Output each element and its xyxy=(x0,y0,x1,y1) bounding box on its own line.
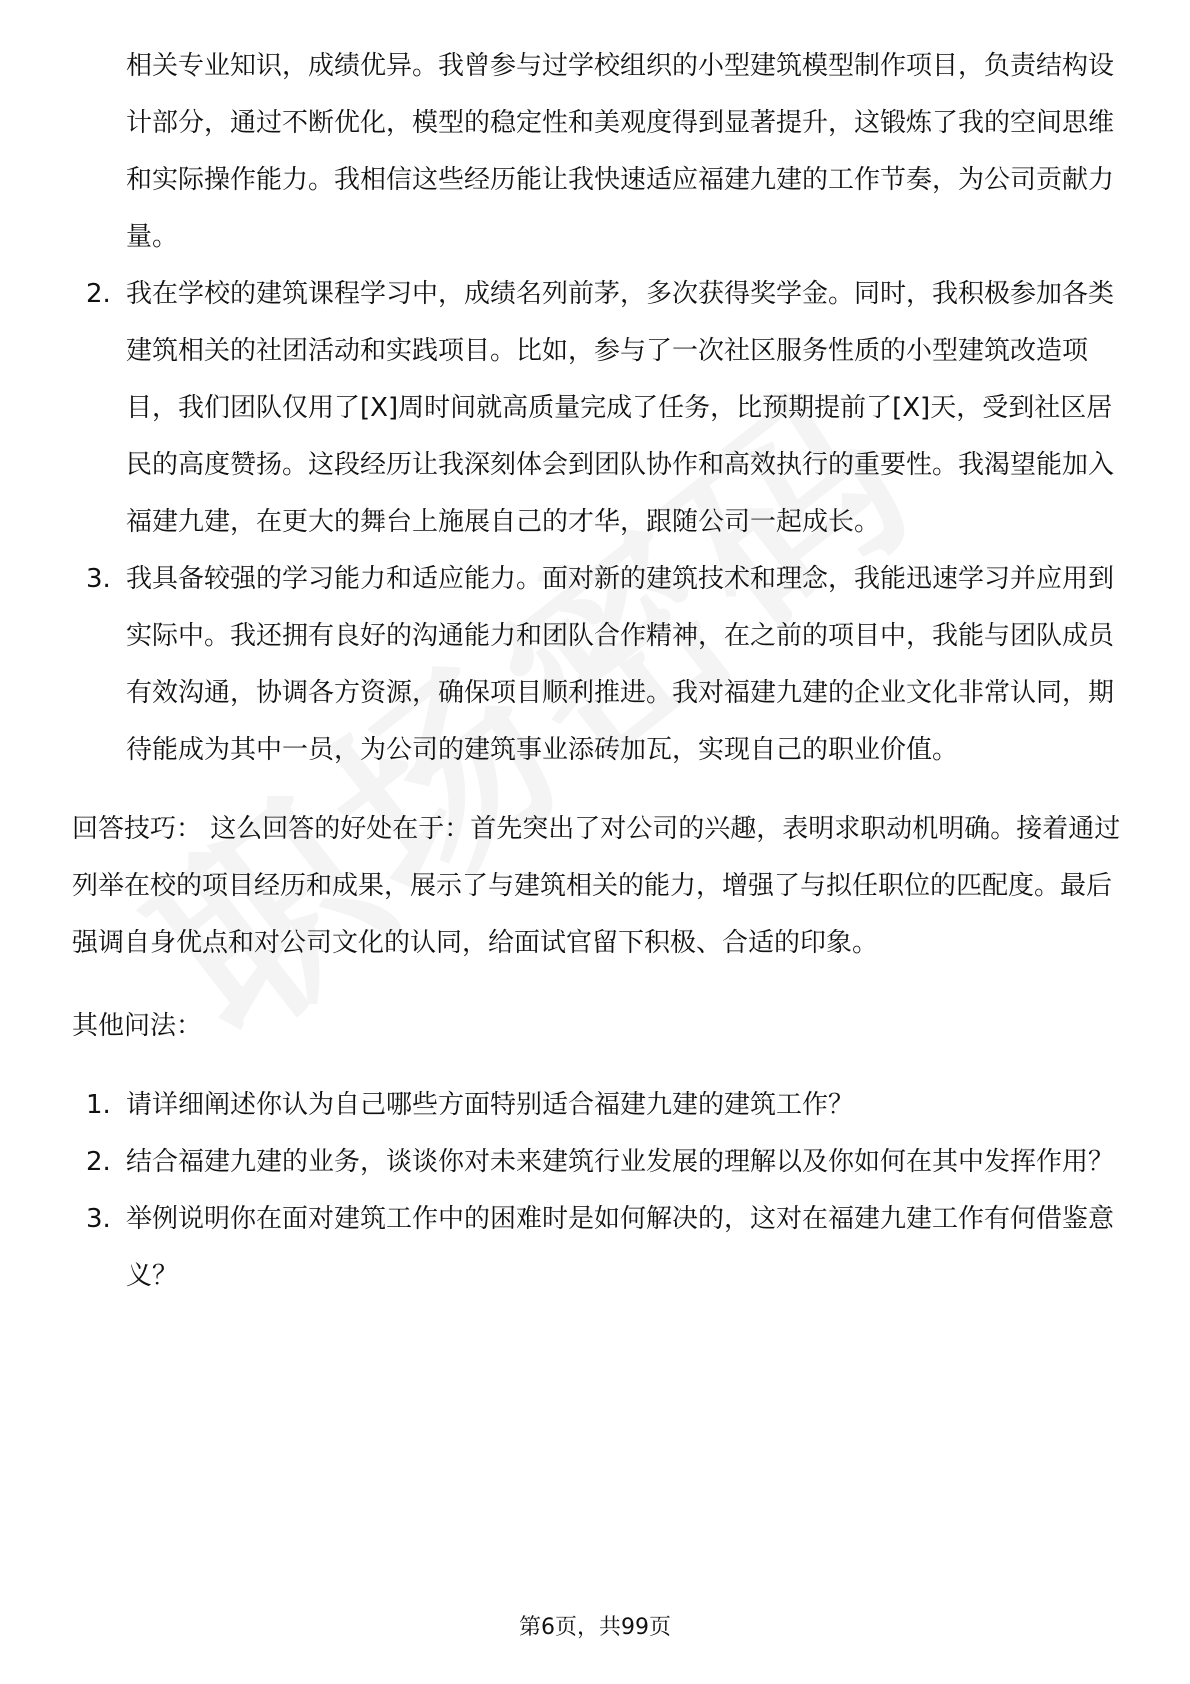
answer-tips: 回答技巧： 这么回答的好处在于：首先突出了对公司的兴趣，表明求职动机明确。接着通过列举在校的项目经历和成果，展示了与建筑相关的能力，增强了与拟任职位的匹配度。最后强调自身优点和对公司文化的认同，给面试官留下积极、合适的印象。 xyxy=(72,814,1121,958)
list-item xyxy=(72,551,1122,779)
list-item xyxy=(72,1077,1122,1134)
page-content xyxy=(72,38,1122,1305)
list-item-text: 举例说明你在面对建筑工作中的困难时是如何解决的，这对在福建九建工作有何借鉴意义？ xyxy=(126,1204,1115,1291)
list-item-text: 结合福建九建的业务，谈谈你对未来建筑行业发展的理解以及你如何在其中发挥作用？ xyxy=(126,1147,1115,1177)
list-item-text: 我在学校的建筑课程学习中，成绩名列前茅，多次获得奖学金。同时，我积极参加各类建筑相关的社团活动和实践项目。比如，参与了一次社区服务性质的小型建筑改造项目，我们团队仅用了[X]周时间就高质量完成了任务，比预期提前了[X]天，受到社区居民的高度赞扬。这段经历让我深刻体会到团队协作和高效执行的重要性。我渴望能加入福建九建，在更大的舞台上施展自己的才华，跟随公司一起成长。 xyxy=(126,279,1115,537)
list-item-text: 请详细阐述你认为自己哪些方面特别适合福建九建的建筑工作？ xyxy=(126,1090,855,1120)
list-item-number: 2. xyxy=(86,1147,111,1177)
list-item-number: 3. xyxy=(86,564,111,594)
answer-list xyxy=(72,266,1122,779)
list-item xyxy=(72,266,1122,551)
list-item-number: 3. xyxy=(86,1204,111,1234)
page-number-footer: 第6页，共99页 xyxy=(519,1615,671,1640)
list-item-number: 2. xyxy=(86,279,111,309)
other-questions-title: 其他问法： xyxy=(72,1011,203,1041)
list-item xyxy=(72,1191,1122,1305)
answer-1-continuation: 相关专业知识，成绩优异。我曾参与过学校组织的小型建筑模型制作项目，负责结构设计部分，通过不断优化，模型的稳定性和美观度得到显著提升，这锻炼了我的空间思维和实际操作能力。我相信这些经历能让我快速适应福建九建的工作节奏，为公司贡献力量。 xyxy=(126,51,1115,252)
list-item xyxy=(72,1134,1122,1191)
other-questions-list xyxy=(72,1077,1122,1305)
list-item-text: 我具备较强的学习能力和适应能力。面对新的建筑技术和理念，我能迅速学习并应用到实际中。我还拥有良好的沟通能力和团队合作精神，在之前的项目中，我能与团队成员有效沟通，协调各方资源，确保项目顺利推进。我对福建九建的企业文化非常认同，期待能成为其中一员，为公司的建筑事业添砖加瓦，实现自己的职业价值。 xyxy=(126,564,1115,765)
list-item-number: 1. xyxy=(86,1090,111,1120)
